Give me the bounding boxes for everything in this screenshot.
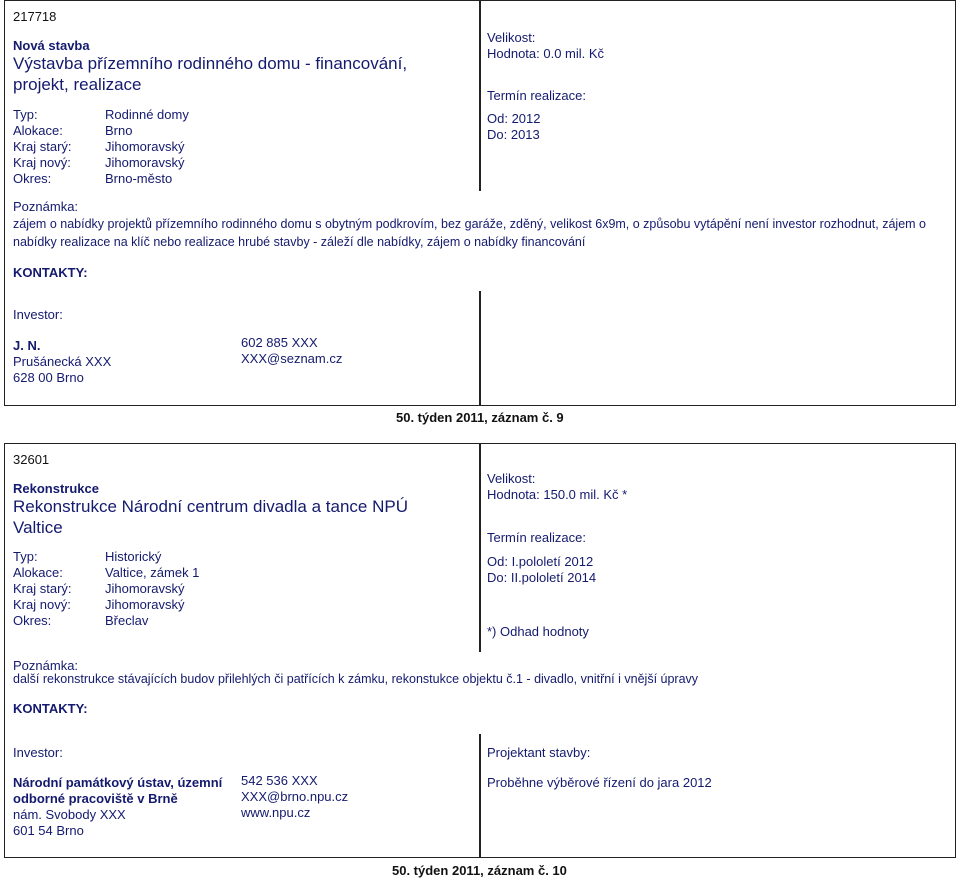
term-from: Od: 2012 <box>487 111 541 126</box>
value-alokace: Valtice, zámek 1 <box>105 565 200 580</box>
record-footer: 50. týden 2011, záznam č. 9 <box>396 410 564 425</box>
label-kraj-stary: Kraj starý: <box>13 581 72 596</box>
label-okres: Okres: <box>13 613 52 628</box>
field-values <box>105 549 199 629</box>
value-typ: Rodinné domy <box>105 107 189 122</box>
term-to: Do: II.pololetí 2014 <box>487 570 597 585</box>
value-typ: Historický <box>105 549 162 564</box>
investor-name-line-2: odborné pracoviště v Brně <box>13 791 178 806</box>
value-kraj-novy: Jihomoravský <box>105 597 185 612</box>
term-label: Termín realizace: <box>487 530 586 545</box>
note-label: Poznámka: <box>13 658 79 673</box>
designer-label: Projektant stavby: <box>487 745 591 760</box>
size-value: Hodnota: 150.0 mil. Kč * <box>487 487 628 502</box>
investor-block <box>13 338 111 386</box>
note-text: zájem o nabídky projektů přízemního rodinného domu s obytným podkrovím, bez garáže, zděný, velikost 6x9m, o způsobu vytápění není investor rozhodnut, zájem o nabídky realizace na klíč nebo realizace hrubé stavby - záleží dle nabídky, zájem o nabídky financování <box>13 217 926 249</box>
investor-contact <box>241 773 348 821</box>
record-kind: Nová stavba <box>13 38 90 53</box>
column-divider <box>479 444 481 652</box>
investor-name: J. N. <box>13 338 41 353</box>
field-labels <box>13 549 72 629</box>
record-id: 217718 <box>13 9 57 24</box>
label-okres: Okres: <box>13 171 52 186</box>
value-kraj-stary: Jihomoravský <box>105 139 185 154</box>
investor-contact <box>241 335 342 367</box>
term-label: Termín realizace: <box>487 88 586 103</box>
investor-city: 601 54 Brno <box>13 823 84 838</box>
size-label: Velikost: <box>487 30 536 45</box>
contacts-heading: KONTAKTY: <box>13 265 88 280</box>
term-to: Do: 2013 <box>487 127 540 142</box>
size-value: Hodnota: 0.0 mil. Kč <box>487 46 605 61</box>
investor-email: XXX@brno.npu.cz <box>241 789 349 804</box>
value-okres: Brno-město <box>105 171 173 186</box>
column-divider <box>479 1 481 191</box>
investor-block <box>13 775 222 839</box>
label-typ: Typ: <box>13 549 38 564</box>
investor-email: XXX@seznam.cz <box>241 351 343 366</box>
label-kraj-novy: Kraj nový: <box>13 597 71 612</box>
record-32601 <box>4 443 956 858</box>
investor-label: Investor: <box>13 745 63 760</box>
record-id: 32601 <box>13 452 50 467</box>
value-kraj-stary: Jihomoravský <box>105 581 185 596</box>
note-text: další rekonstrukce stávajících budov přilehlých či patřících k zámku, rekonstukce objektu č.1 - divadlo, vnitřní i vnější úpravy <box>13 672 699 686</box>
investor-city: 628 00 Brno <box>13 370 84 385</box>
label-typ: Typ: <box>13 107 38 122</box>
field-values <box>105 107 189 187</box>
estimate-note: *) Odhad hodnoty <box>487 624 589 639</box>
investor-phone: 602 885 XXX <box>241 335 318 350</box>
investor-street: Prušánecká XXX <box>13 354 112 369</box>
term-from: Od: I.pololetí 2012 <box>487 554 594 569</box>
value-kraj-novy: Jihomoravský <box>105 155 185 170</box>
record-title: Rekonstrukce Národní centrum divadla a tance NPÚ Valtice <box>13 497 408 537</box>
investor-web: www.npu.cz <box>241 805 311 820</box>
label-kraj-stary: Kraj starý: <box>13 139 72 154</box>
value-okres: Břeclav <box>105 613 149 628</box>
record-kind: Rekonstrukce <box>13 481 99 496</box>
investor-name-line-1: Národní památkový ústav, územní <box>13 775 223 790</box>
investor-street: nám. Svobody XXX <box>13 807 126 822</box>
contact-divider <box>479 734 481 857</box>
label-alokace: Alokace: <box>13 565 63 580</box>
investor-label: Investor: <box>13 307 63 322</box>
investor-phone: 542 536 XXX <box>241 773 318 788</box>
contact-divider <box>479 291 481 405</box>
value-alokace: Brno <box>105 123 133 138</box>
contacts-heading: KONTAKTY: <box>13 701 88 716</box>
record-footer: 50. týden 2011, záznam č. 10 <box>392 863 567 878</box>
label-kraj-novy: Kraj nový: <box>13 155 71 170</box>
size-label: Velikost: <box>487 471 536 486</box>
note-label: Poznámka: <box>13 199 79 214</box>
designer-text: Proběhne výběrové řízení do jara 2012 <box>487 775 712 790</box>
record-217718 <box>4 0 956 406</box>
record-title: Výstavba přízemního rodinného domu - financování, projekt, realizace <box>13 54 408 94</box>
field-labels <box>13 107 72 187</box>
label-alokace: Alokace: <box>13 123 63 138</box>
